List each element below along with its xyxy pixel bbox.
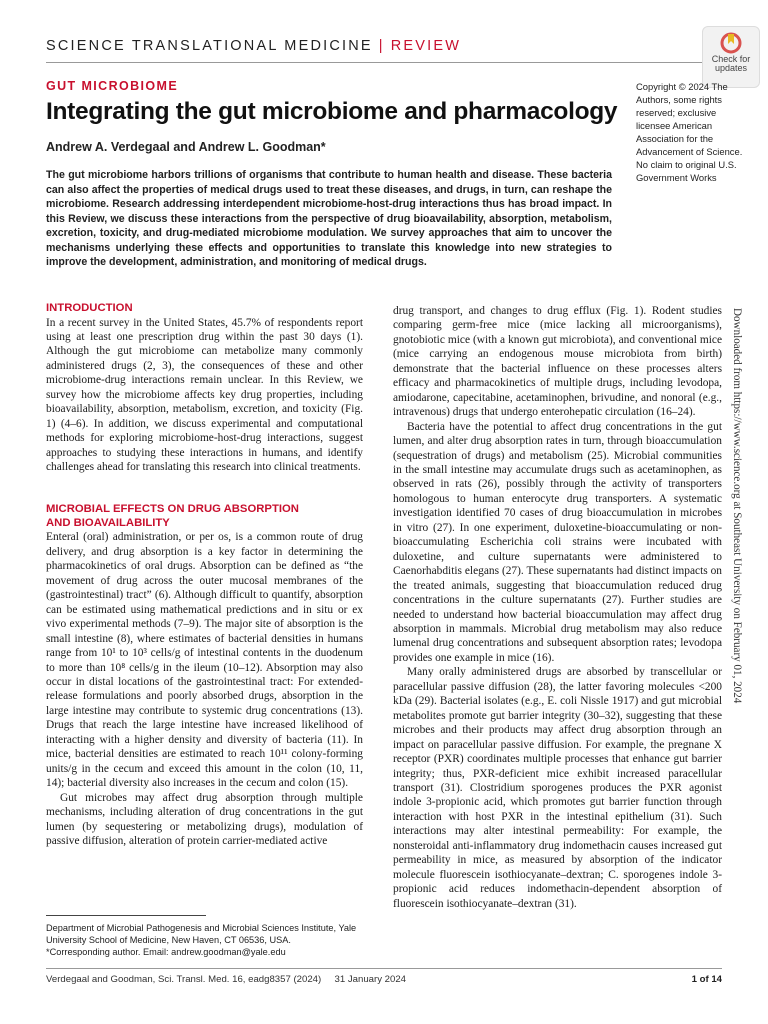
heading-introduction: INTRODUCTION [46,302,133,314]
right-paragraph-1: drug transport, and changes to drug efflux (Fig. 1). Rodent studies comparing germ-free mice (mice lacking all microorganisms), gnotobiotic mice (with a known gut microbiota), and conventional mice (mice carrying an endogenous mouse microbiota from birth) demonstrate that the bacterial influence on these processes alters efficacy and pharmacokinetics of multiple drugs, including levodopa, amiodarone, capecitabine, acetaminophen, brivudine, and nonoral (e.g., intravenous) drugs that undergo enterohepatic circulation (16–24). [393,305,722,419]
crossmark-icon [719,31,743,55]
absorption-paragraph-2: Gut microbes may affect drug absorption through multiple mechanisms, including alteration of drug concentrations in the gut lumen (by sequestering or metabolizing drugs), modulation of passive diffusion, alteration of protein carrier-mediated active [46,791,363,847]
download-watermark [731,308,745,708]
footnotes [46,922,376,958]
header-rule [46,62,722,63]
journal-header [46,38,461,54]
article-title: Integrating the gut microbiome and pharmacology [46,98,618,125]
section-label: GUT MICROBIOME [46,79,179,93]
header-separator: | [378,38,385,54]
check-for-updates-badge[interactable] [702,26,760,88]
article-type: REVIEW [390,38,462,54]
heading-absorption: MICROBIAL EFFECTS ON DRUG ABSORPTION AND BIOAVAILABILITY [46,503,299,529]
badge-label-1: Check for [711,54,751,64]
affiliation: Department of Microbial Pathogenesis and Microbial Sciences Institute, Yale University School of Medicine, New Haven, CT 06536, USA. [46,923,357,945]
absorption-paragraph-1: Enteral (oral) administration, or per os, is a common route of drug delivery, and drug absorption is a key factor in determining the pharmacokinetics of oral drugs. Absorption can be defined as “the movement of drug across the outer mucosal membranes of the (gastrointestinal) tract” (6). Although difficult to quantify, absorption can be estimated using mathematical predictions and in situ or ex vivo experimental methods (7–9). The major site of absorption is the small intestine (8), where estimates of bacterial densities in humans range from 10¹ to 10³ cells/g of intestinal contents in the duodenum to more than 10⁸ cells/g in the ileum (10–12). Absorption may also occur in distal locations of the gastrointestinal tract: For extended-release formulations and poorly absorbed drugs, absorption in the large intestine may contribute to systemic drug concentrations (13). Drugs that reach the large intestine have increased likelihood of interacting with a higher density and diversity of bacteria (11). In mice, bacterial densities are estimated to reach 10¹¹ colony-forming units/g in the cecum and exceed this amount in the colon (10, 11, 14); bacterial diversity also increases in the cecum and colon (15). [46,531,363,790]
journal-name: SCIENCE TRANSLATIONAL MEDICINE [46,38,373,54]
page-number: 1 of 14 [691,974,722,985]
footnote-rule [46,915,206,916]
right-paragraph-2: Bacteria have the potential to affect drug concentrations in the gut lumen, and alter drug absorption rates in turn, through bioaccumulation (sequestration of drugs) and metabolism (25). Microbial communities in the small intestine may accumulate drugs such as acetaminophen, as observed in rats (26), possibly through the activity of transporters homologous to human enterocyte drug transporters. A systematic investigation identified 70 cases of drug bioaccumulation in microbes in vitro (27). In one experiment, duloxetine-bioaccumulating or non-bioaccumulating Escherichia coli strains were incubated with duloxetine, and culture supernatants were administered to Caenorhabditis elegans (27). These supernatants had distinct impacts on the treated animals, suggesting that bioaccumulation reduced drug concentrations in the culture supernatants (27). Further studies are needed to understand how bacterial bioaccumulation may affect drug absorption in mammals. Microbial drug metabolism may also reduce lumenal drug concentrations and subsequent absorption rates; levodopa provides one example in mice (16). [393,420,722,664]
right-column [393,304,722,911]
copyright-notice: Copyright © 2024 The Authors, some rights reserved; exclusive licensee American Association for the Advancement of Science. No claim to original U.S. Government Works [636,81,743,183]
abstract: The gut microbiome harbors trillions of organisms that contribute to human health and disease. These bacteria can also affect the properties of medical drugs used to treat these diseases, and drugs, in turn, can reshape the microbiome. Research addressing interdependent microbiome-host-drug interactions thus has broad impact. In this Review, we discuss these interactions from the perspective of drug bioavailability, absorption, metabolism, excretion, toxicity, and drug-mediated microbiome modulation. We survey approaches that aim to uncover the mechanisms underlying these effects and opportunities to translate this knowledge into new strategies to improve the development, administration, and monitoring of medical drugs. [46,169,612,268]
badge-label-2: updates [714,63,748,73]
footer-rule [46,968,722,969]
correspondence: *Corresponding author. Email: andrew.goodman@yale.edu [46,947,286,957]
download-note: Downloaded from https://www.science.org at Southeast University on February 01, 2024 [731,308,743,704]
authors: Andrew A. Verdegaal and Andrew L. Goodman* [46,140,326,154]
intro-paragraph: In a recent survey in the United States, 45.7% of respondents report using at least one prescription drug within the past 30 days (1). Although the gut microbiome can metabolize many commonly administered drugs (2, 3), the consequences of these and other microbiome-drug interactions remain unclear. In this Review, we survey how the microbiome affects key drug properties, including bioavailability, absorption, metabolism, excretion, and toxicity (Fig. 1) (4–6). In addition, we discuss experimental and computational methods for exploring microbiome-host-drug interactions, suggest approaches to studying these interactions in humans, and identify challenges ahead for translating this research into clinical treatments. [46,316,363,474]
right-paragraph-3: Many orally administered drugs are absorbed by transcellular or paracellular passive diffusion (28), the latter favoring molecules <200 kDa (29). Bacterial isolates (e.g., E. coli Nissle 1917) and gut microbial metabolites promote gut barrier integrity (30–32), suggesting that these microbes and their products may affect drug absorption through an impact on paracellular passive diffusion. For example, the pregnane X receptor (PXR) coordinates multiple processes that enhance gut barrier integrity; thus, PXR-deficient mice exhibit increased paracellular transport (31). Clostridium sporogenes produces the PXR agonist indole 3-propionic acid, which promotes gut barrier function through interaction with host PXR in the intestinal epithelium (31). Such interactions may alter intestinal permeability: For example, the nonsteroidal anti-inflammatory drug indomethacin causes increased gut permeability in mice, as measured by absorption of the indicator molecule fluorescein isothiocyanate–dextran; C. sporogenes indole 3-propionic acid reduces indomethacin-dependent absorption of fluorescein isothiocyanate–dextran (31). [393,666,722,910]
citation: Verdegaal and Goodman, Sci. Transl. Med. 16, eadg8357 (2024) 31 January 2024 [46,974,407,985]
left-column [46,302,363,848]
